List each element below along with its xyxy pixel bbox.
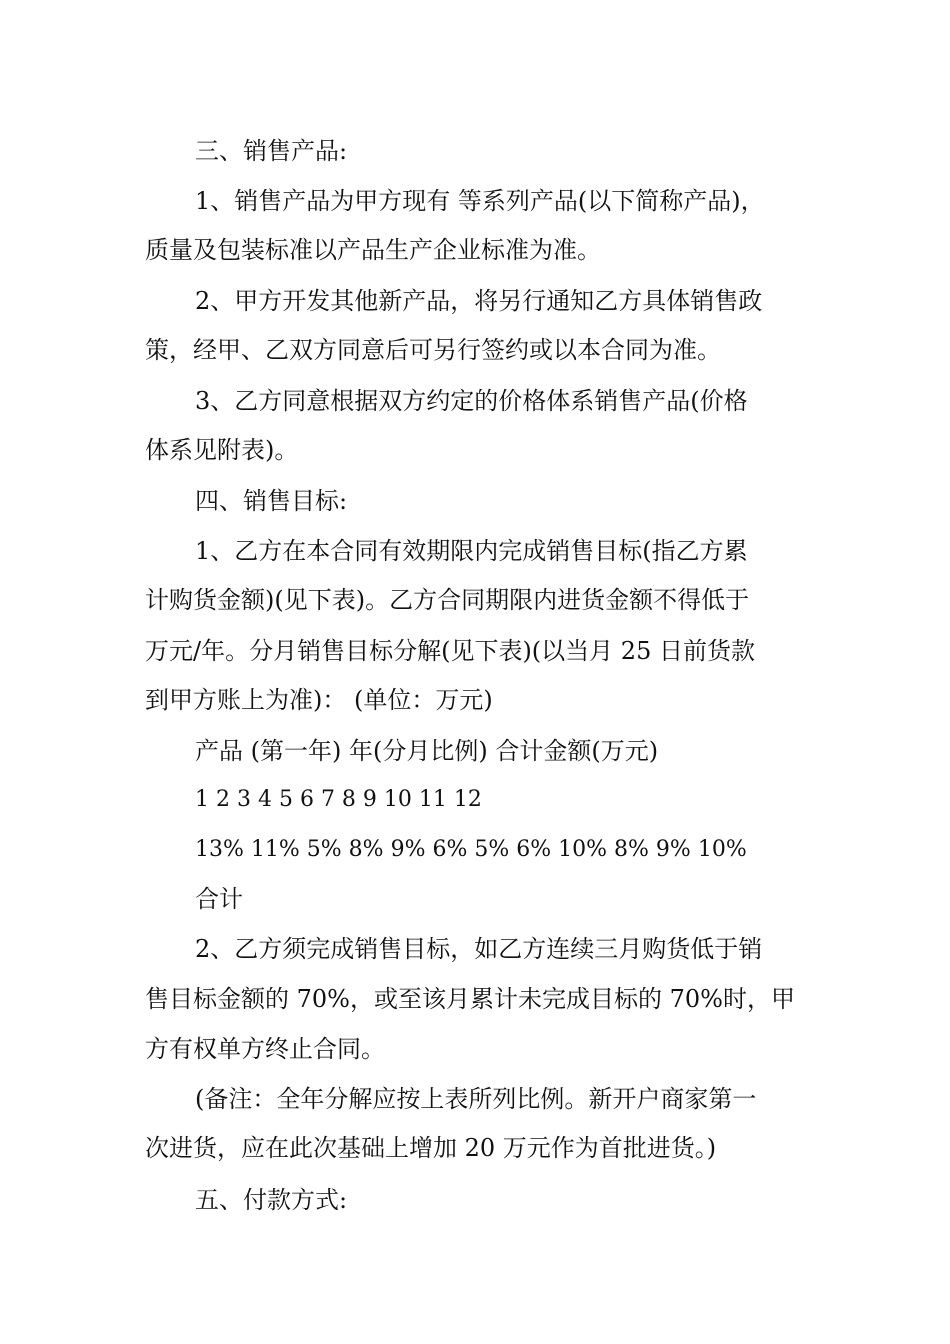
paragraph-line: 体系见附表)。 — [145, 436, 299, 464]
section-heading-sales-products: 三、销售产品: — [195, 137, 348, 165]
note-line: 次进货，应在此次基础上增加 20 万元作为首批进货。) — [145, 1134, 717, 1162]
paragraph-line: 方有权单方终止合同。 — [145, 1035, 385, 1063]
paragraph-line: 万元/年。分月销售目标分解(见下表)(以当月 25 日前货款 — [145, 637, 755, 665]
table-header-line: 产品 (第一年) 年(分月比例) 合计金额(万元) — [195, 737, 659, 765]
table-months-row: 1 2 3 4 5 6 7 8 9 10 11 12 — [195, 787, 482, 812]
section-heading-payment: 五、付款方式: — [195, 1186, 348, 1214]
paragraph-line: 售目标金额的 70%，或至该月累计未完成目标的 70%时，甲 — [145, 985, 795, 1013]
section-heading-sales-target: 四、销售目标: — [195, 487, 348, 515]
note-line: (备注：全年分解应按上表所列比例。新开户商家第一 — [195, 1085, 757, 1113]
paragraph-line: 2、乙方须完成销售目标，如乙方连续三月购货低于销 — [195, 935, 763, 963]
table-percent-row: 13% 11% 5% 8% 9% 6% 5% 6% 10% 8% 9% 10% — [195, 837, 747, 862]
paragraph-line: 1、乙方在本合同有效期限内完成销售目标(指乙方累 — [195, 537, 748, 565]
paragraph-line: 2、甲方开发其他新产品，将另行通知乙方具体销售政 — [195, 287, 763, 315]
paragraph-line: 1、销售产品为甲方现有 等系列产品(以下简称产品)， — [195, 187, 765, 215]
paragraph-line: 到甲方账上为准)： (单位：万元) — [145, 686, 493, 714]
paragraph-line: 策，经甲、乙双方同意后可另行签约或以本合同为准。 — [145, 336, 721, 364]
paragraph-line: 计购货金额)(见下表)。乙方合同期限内进货金额不得低于 — [145, 586, 750, 614]
paragraph-line: 3、乙方同意根据双方约定的价格体系销售产品(价格 — [195, 387, 748, 415]
paragraph-line: 质量及包装标准以产品生产企业标准为准。 — [145, 236, 601, 264]
table-total-label: 合计 — [195, 885, 243, 913]
